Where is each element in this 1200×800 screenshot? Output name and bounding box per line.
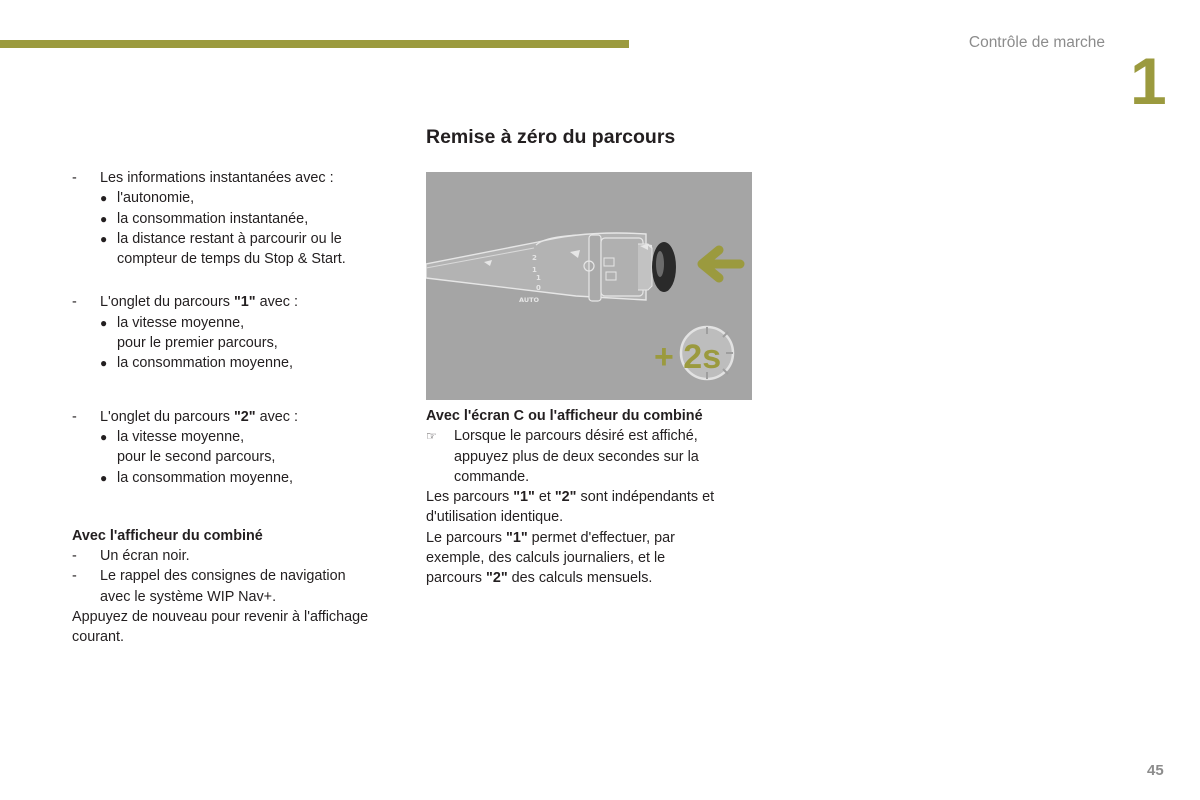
wiper-speed-symbol: 1 bbox=[532, 266, 537, 274]
bullet-item: ● la consommation moyenne, bbox=[72, 353, 402, 373]
instant-info-group bbox=[72, 168, 402, 269]
bullet-item: ● l'autonomie, bbox=[72, 188, 402, 208]
bullet-icon: ● bbox=[100, 211, 108, 226]
bullet-item: ● la vitesse moyenne, bbox=[72, 427, 402, 447]
paragraph-line: Le parcours "1" permet d'effectuer, par bbox=[426, 529, 675, 546]
bullet-item: ● la vitesse moyenne, bbox=[72, 313, 402, 333]
dash-marker: - bbox=[72, 568, 77, 585]
list-item: - Un écran noir. bbox=[72, 546, 402, 566]
bullet-icon: ● bbox=[100, 191, 108, 206]
bullet-item: ● la distance restant à parcourir ou le bbox=[72, 229, 402, 249]
page-number: 45 bbox=[1147, 762, 1164, 779]
trip1-group bbox=[72, 292, 402, 373]
hold-two-seconds-badge: + 2s bbox=[654, 338, 722, 376]
header-accent-bar bbox=[0, 40, 629, 48]
wiper-speed-symbol: 1 bbox=[536, 274, 541, 282]
illustration-stalk-control bbox=[426, 172, 752, 400]
instruction-continuation: appuyez plus de deux secondes sur la bbox=[454, 448, 699, 465]
bullet-item: ● la consommation moyenne, bbox=[72, 468, 402, 488]
list-item: - Les informations instantanées avec : bbox=[72, 168, 402, 188]
bullet-continuation: pour le second parcours, bbox=[117, 449, 276, 466]
paragraph-line: exemple, des calculs journaliers, et le bbox=[426, 550, 666, 567]
list-item: - L'onglet du parcours "1" avec : bbox=[72, 292, 402, 312]
section-subtitle: Avec l'écran C ou l'afficheur du combiné bbox=[426, 408, 703, 424]
auto-label: AUTO bbox=[519, 296, 540, 304]
stalk-illustration-svg bbox=[426, 172, 752, 400]
dash-marker: - bbox=[72, 548, 77, 565]
bullet-icon: ● bbox=[100, 429, 108, 444]
pointing-hand-icon: ☞ bbox=[426, 429, 437, 444]
bullet-icon: ● bbox=[100, 315, 108, 330]
bullet-icon: ● bbox=[100, 470, 108, 485]
bullet-icon: ● bbox=[100, 356, 108, 371]
bullet-item: ● la consommation instantanée, bbox=[72, 209, 402, 229]
paragraph-line: Les parcours "1" et "2" sont indépendants et bbox=[426, 489, 715, 506]
bullet-icon: ● bbox=[100, 231, 108, 246]
paragraph-line: parcours "2" des calculs mensuels. bbox=[426, 570, 653, 587]
list-item-continuation: avec le système WIP Nav+. bbox=[100, 588, 277, 605]
dash-marker: - bbox=[72, 294, 77, 311]
list-item: - Le rappel des consignes de navigation bbox=[72, 566, 402, 586]
bullet-continuation: pour le premier parcours, bbox=[117, 335, 278, 352]
wiper-speed-symbol: 0 bbox=[536, 284, 541, 292]
section-label: Contrôle de marche bbox=[968, 34, 1105, 51]
wiper-speed-symbol: 2 bbox=[532, 254, 537, 262]
trip2-group bbox=[72, 407, 402, 488]
combine-display-section bbox=[72, 526, 402, 648]
paragraph-line: courant. bbox=[72, 629, 124, 646]
chapter-number: 1 bbox=[1130, 44, 1167, 118]
paragraph-line: Appuyez de nouveau pour revenir à l'affichage bbox=[72, 609, 369, 626]
dash-marker: - bbox=[72, 408, 77, 425]
left-column bbox=[72, 168, 402, 648]
section-heading: Remise à zéro du parcours bbox=[426, 126, 676, 148]
instruction-item: ☞ Lorsque le parcours désiré est affiché, bbox=[426, 426, 756, 446]
instruction-continuation: commande. bbox=[454, 468, 530, 485]
bullet-continuation: compteur de temps du Stop & Start. bbox=[117, 251, 346, 268]
right-column bbox=[426, 406, 756, 589]
paragraph-line: d'utilisation identique. bbox=[426, 509, 564, 526]
dash-marker: - bbox=[72, 170, 77, 186]
list-item: - L'onglet du parcours "2" avec : bbox=[72, 407, 402, 427]
section-subtitle: Avec l'afficheur du combiné bbox=[72, 527, 263, 544]
